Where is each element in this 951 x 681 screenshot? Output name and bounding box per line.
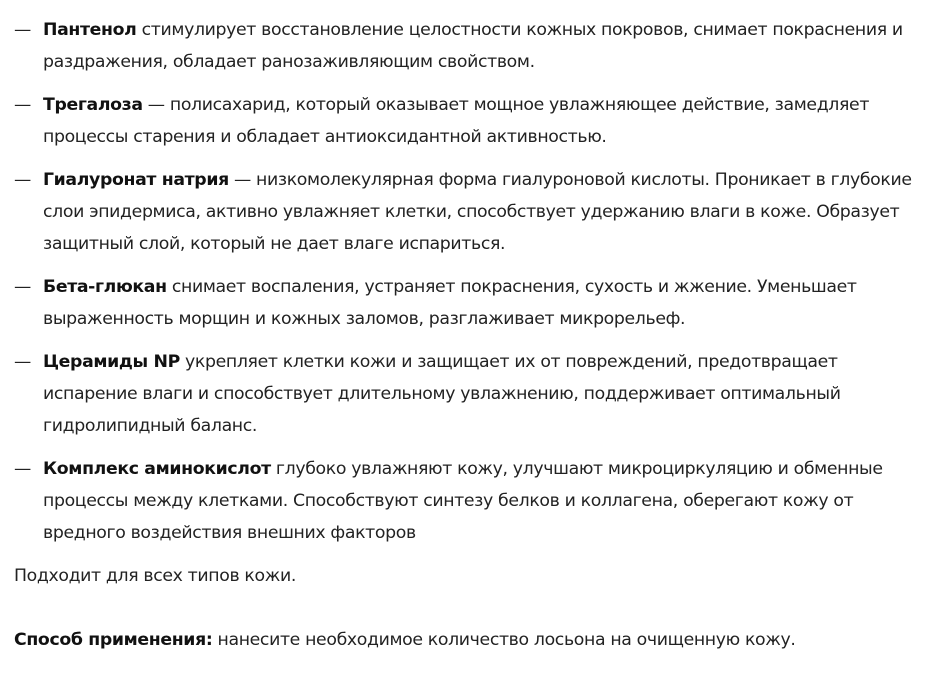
list-dash: — <box>14 20 31 40</box>
list-dash: — <box>14 170 31 190</box>
ingredient-description: глубоко увлажняют кожу, улучшают микроциркуляцию и обменные процессы между клетками. Способствуют синтезу белков и коллагена, оберегают кожу от вредного воздействия внешних факторов <box>43 459 883 543</box>
ingredient-item-sodium-hyaluronate <box>14 164 937 260</box>
ingredient-item-amino-acids <box>14 453 937 549</box>
ingredient-name: Бета-глюкан <box>43 277 167 297</box>
ingredient-item-trehalose <box>14 89 937 153</box>
usage-label: Способ применения: <box>14 630 213 650</box>
ingredient-name: Трегалоза <box>43 95 143 115</box>
ingredient-description: укрепляет клетки кожи и защищает их от повреждений, предотвращает испарение влаги и способствует длительному увлажнению, поддерживает оптимальный гидролипидный баланс. <box>43 352 841 436</box>
ingredients-list <box>14 14 937 549</box>
ingredient-item-ceramides <box>14 346 937 442</box>
ingredient-description: снимает воспаления, устраняет покраснения, сухость и жжение. Уменьшает выраженность морщин и кожных заломов, разглаживает микрорельеф. <box>43 277 857 329</box>
list-dash: — <box>14 95 31 115</box>
list-dash: — <box>14 277 31 297</box>
list-dash: — <box>14 459 31 479</box>
usage-instructions <box>14 624 937 656</box>
ingredient-item-panthenol <box>14 14 937 78</box>
ingredient-item-beta-glucan <box>14 271 937 335</box>
ingredient-name: Комплекс аминокислот <box>43 459 271 479</box>
ingredient-description: — полисахарид, который оказывает мощное увлажняющее действие, замедляет процессы старения и обладает антиоксидантной активностью. <box>43 95 870 147</box>
ingredient-description: — низкомолекулярная форма гиалуроновой кислоты. Проникает в глубокие слои эпидермиса, активно увлажняет клетки, способствует удержанию влаги в коже. Образует защитный слой, который не дает влаге испариться. <box>43 170 912 254</box>
ingredient-name: Церамиды NP <box>43 352 180 372</box>
usage-text: нанесите необходимое количество лосьона на очищенную кожу. <box>212 630 796 650</box>
list-dash: — <box>14 352 31 372</box>
ingredient-name: Гиалуронат натрия <box>43 170 229 190</box>
ingredient-name: Пантенол <box>43 20 137 40</box>
ingredient-description: стимулирует восстановление целостности кожных покровов, снимает покраснения и раздражения, обладает ранозаживляющим свойством. <box>43 20 903 72</box>
skin-type-note: Подходит для всех типов кожи. <box>14 566 296 586</box>
